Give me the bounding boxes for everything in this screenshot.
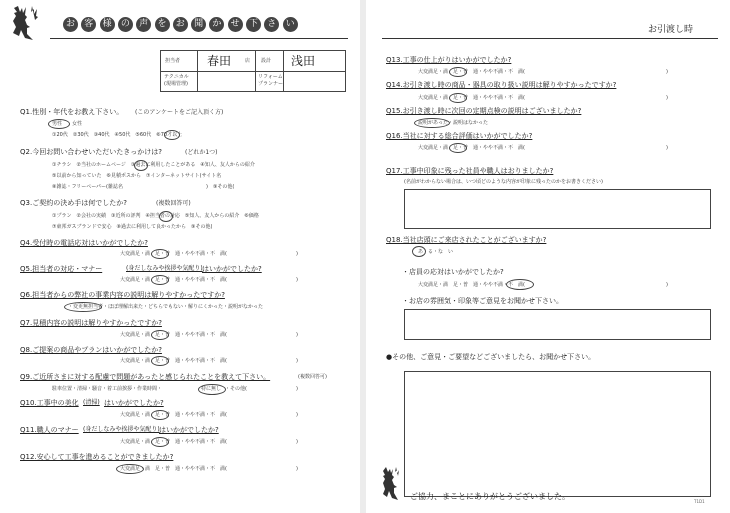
q11-paren: (身だしなみや挨拶や気配り) bbox=[83, 426, 160, 433]
title-char-5: を bbox=[155, 17, 170, 32]
title-char-11: さ bbox=[264, 17, 279, 32]
q18-sub1: ・店員の応対はいかがでしたか? bbox=[402, 268, 504, 276]
footer-code: T1D1 bbox=[694, 499, 705, 504]
q18-mark bbox=[412, 246, 426, 257]
q6-mark bbox=[64, 302, 102, 312]
title-char-2: 様 bbox=[100, 17, 115, 32]
q11-tail: はいかがでしたか? bbox=[159, 426, 219, 434]
q2-line2: ⑤以前から知っていた ⑥見積ポスから ⑦インターネットサイト(サイト名 bbox=[52, 173, 222, 179]
q1-mark-male bbox=[48, 119, 70, 129]
q12-mark bbox=[116, 464, 144, 474]
q13-close: ) bbox=[666, 69, 668, 75]
q3-title: Q3.ご契約の決め手は何でしたか? bbox=[20, 199, 127, 207]
footer-thanks: ご協力、まことにありがとうございました。 bbox=[410, 492, 570, 501]
q2-line3: ⑧雑誌・フリーペーパー(雑誌名 bbox=[52, 184, 123, 190]
q7-title: Q7.見積内容の説明は解りやすかったですか? bbox=[20, 319, 162, 327]
q12-close: ) bbox=[296, 466, 298, 472]
q10-tail: はいかがでしたか? bbox=[104, 399, 164, 407]
q2-line1: ①チラシ ②当社のホームページ ③過去に利用したことがある ④知人、友人からの紹介 bbox=[52, 162, 255, 168]
sales-label: 担当者 bbox=[165, 58, 181, 64]
staff-box bbox=[160, 50, 346, 92]
q15-title: Q15.お引き渡し時に次回の定期点検の説明はございましたか? bbox=[386, 107, 582, 115]
q4-scale: 大変満足・満 足・普 通・やや不満・不 満( bbox=[120, 251, 227, 257]
q1-gender: 男性 女性 bbox=[52, 121, 83, 127]
reform-label-2: プランナー bbox=[258, 81, 284, 87]
q16-mark bbox=[449, 143, 467, 153]
q17-title: Q17.工事中印象に残った社員や職人はおりましたか? bbox=[386, 167, 554, 175]
q16-scale: 大変満足・満 足・普 通・やや不満・不 満( bbox=[418, 145, 525, 151]
right-title: お引渡し時 bbox=[648, 25, 694, 35]
title-char-0: お bbox=[63, 17, 78, 32]
q6-options: ・変更無担当者・ほぼ理解出来た・どちらでもない・解りにくかった・説明がなかった bbox=[68, 304, 263, 310]
q5-tail: はいかがでしたか? bbox=[202, 265, 262, 273]
q3-line1: ①プラン ②会社の実績 ③近所の評判 ④担当者の対応 ⑤知人、友人からの紹介 ⑥価格 bbox=[52, 213, 259, 219]
q12-title: Q12.安心して工事を進めることができましたか? bbox=[20, 453, 174, 461]
q7-close: ) bbox=[296, 332, 298, 338]
q10-mark bbox=[151, 410, 169, 420]
reform-label-1: リフォーム bbox=[258, 74, 283, 80]
q9-tail: ・その他( bbox=[225, 386, 247, 392]
q11-mark bbox=[151, 437, 169, 447]
q2-title: Q2.今回お問い合わせいただいたきっかけは? bbox=[20, 148, 162, 156]
q16-close: ) bbox=[666, 145, 668, 151]
design-label: 設計 bbox=[261, 58, 272, 64]
title-char-7: 聞 bbox=[191, 17, 206, 32]
title-char-9: せ bbox=[228, 17, 243, 32]
q3-line2: ⑦東邦ガスブランドで安心 ⑧過去に利用して良かったから ⑨その他( bbox=[52, 224, 213, 230]
q5-close: ) bbox=[296, 277, 298, 283]
other-title: ●その他、ご意見・ご要望などございましたら、お聞かせ下さい。 bbox=[386, 353, 596, 361]
title-char-8: か bbox=[209, 17, 224, 32]
left-page bbox=[0, 0, 360, 513]
q5-title: Q5.担当者の対応・マナー bbox=[20, 265, 103, 273]
q9-note: (複数回答可) bbox=[298, 374, 327, 380]
q13-title: Q13.工事の仕上がりはいかがでしたか? bbox=[386, 56, 512, 64]
q8-title: Q8.ご提案の商品やプランはいかがでしたか? bbox=[20, 346, 162, 354]
q3-mark bbox=[159, 211, 173, 222]
q9-options: 駐車位置・清掃・騒音・着工前挨拶・作業時間・ bbox=[52, 386, 163, 392]
q2-line3b: ) ⑨その他( bbox=[206, 184, 235, 190]
q11-title: Q11.職人のマナー bbox=[20, 426, 79, 434]
q7-mark bbox=[151, 330, 169, 340]
q5-mark bbox=[151, 275, 169, 285]
q1-ages: ①20代 ②30代 ③40代 ④50代 ⑤60代 ⑥70才以上 bbox=[52, 132, 183, 138]
q2-note: (どれか1つ) bbox=[185, 149, 218, 156]
q18-title: Q18.当社店頭にご来店されたことがございますか? bbox=[386, 236, 547, 244]
q11-close: ) bbox=[296, 439, 298, 445]
q4-mark bbox=[151, 249, 169, 259]
q5-paren: (身だしなみや挨拶や気配り) bbox=[126, 265, 203, 272]
q14-close: ) bbox=[666, 95, 668, 101]
q1-note: (このアンケートをご記入頂く方) bbox=[135, 109, 224, 116]
q8-mark bbox=[151, 356, 169, 366]
q3-note: (複数回答可) bbox=[156, 200, 191, 207]
tech-label-2: (現場管理) bbox=[164, 81, 188, 87]
q12-scale: 大変満足・満 足・普 通・やや不満・不 満( bbox=[120, 466, 227, 472]
title-char-1: 客 bbox=[81, 17, 96, 32]
q9-title: Q9.ご近所さまに対する配慮で問題があったと感じられたことを教えて下さい。 bbox=[20, 373, 271, 381]
q1-mark-age bbox=[164, 130, 180, 140]
q10-close: ) bbox=[296, 412, 298, 418]
q6-title: Q6.担当者からの弊社の事業内容の説明は解りやすかったですか? bbox=[20, 291, 225, 299]
title-char-10: 下 bbox=[246, 17, 261, 32]
q2-mark bbox=[134, 160, 148, 171]
other-answer-box[interactable] bbox=[404, 371, 711, 497]
q14-scale: 大変満足・満 足・普 通・やや不満・不 満( bbox=[418, 95, 525, 101]
q16-title: Q16.当社に対する総合評価はいかがでしたか? bbox=[386, 132, 533, 140]
q9-circled: 特に無し bbox=[201, 386, 222, 392]
q18-sub1-mark bbox=[506, 279, 534, 290]
q13-mark bbox=[449, 67, 467, 77]
q18-sub1-close: ) bbox=[666, 282, 668, 288]
q14-title: Q14.お引き渡し時の商品・器具の取り扱い説明は解りやすかったですか? bbox=[386, 81, 617, 89]
q17-note: (名前がわからない場合は、いつ頃どのような内容が印象に残ったのかをお書きください) bbox=[404, 179, 603, 185]
title-char-6: お bbox=[173, 17, 188, 32]
q18-sub1-scale: 大変満足・満 足・普 通・やや不満・不 満( bbox=[418, 282, 525, 288]
tech-label-1: テクニカル bbox=[164, 74, 189, 80]
design-name: 浅田 bbox=[291, 54, 316, 68]
q18-options: あ る・な い bbox=[418, 249, 454, 255]
q9-mark bbox=[198, 384, 226, 395]
q8-close: ) bbox=[296, 358, 298, 364]
q15-mark bbox=[414, 118, 450, 128]
q15-options: 説明があった・説明はなかった bbox=[418, 120, 488, 126]
q10-scale: 大変満足・満 足・普 通・やや不満・不 満( bbox=[120, 412, 227, 418]
title-char-12: い bbox=[283, 17, 298, 32]
q9-close: ) bbox=[296, 386, 298, 392]
q10-paren: (清掃) bbox=[83, 399, 100, 406]
title-char-4: 声 bbox=[136, 17, 151, 32]
store-label: 店 bbox=[245, 58, 251, 64]
q18-answer-box[interactable] bbox=[404, 309, 711, 340]
q17-answer-box[interactable] bbox=[404, 189, 711, 229]
q14-mark bbox=[449, 93, 467, 103]
title-char-3: の bbox=[118, 17, 133, 32]
right-page bbox=[366, 0, 730, 513]
q18-sub2: ・お店の雰囲気・印象等ご意見をお聞かせ下さい。 bbox=[402, 297, 563, 305]
q13-scale: 大変満足・満 足・普 通・やや不満・不 満( bbox=[418, 69, 525, 75]
q5-scale: 大変満足・満 足・普 通・やや不満・不 満( bbox=[120, 277, 227, 283]
sales-name: 春田 bbox=[207, 54, 232, 68]
q10-title: Q10.工事中の美化 bbox=[20, 399, 79, 407]
q8-scale: 大変満足・満 足・普 通・やや不満・不 満( bbox=[120, 358, 227, 364]
deer-logo-footer-icon bbox=[378, 466, 406, 502]
q7-scale: 大変満足・満 足・普 通・やや不満・不 満( bbox=[120, 332, 227, 338]
q4-title: Q4.受付時の電話応対はいかがでしたか? bbox=[20, 239, 148, 247]
deer-logo-icon bbox=[6, 4, 46, 42]
q1-title: Q1.性別・年代をお教え下さい。 bbox=[20, 108, 124, 116]
q4-close: ) bbox=[296, 251, 298, 257]
q11-scale: 大変満足・満 足・普 通・やや不満・不 満( bbox=[120, 439, 227, 445]
